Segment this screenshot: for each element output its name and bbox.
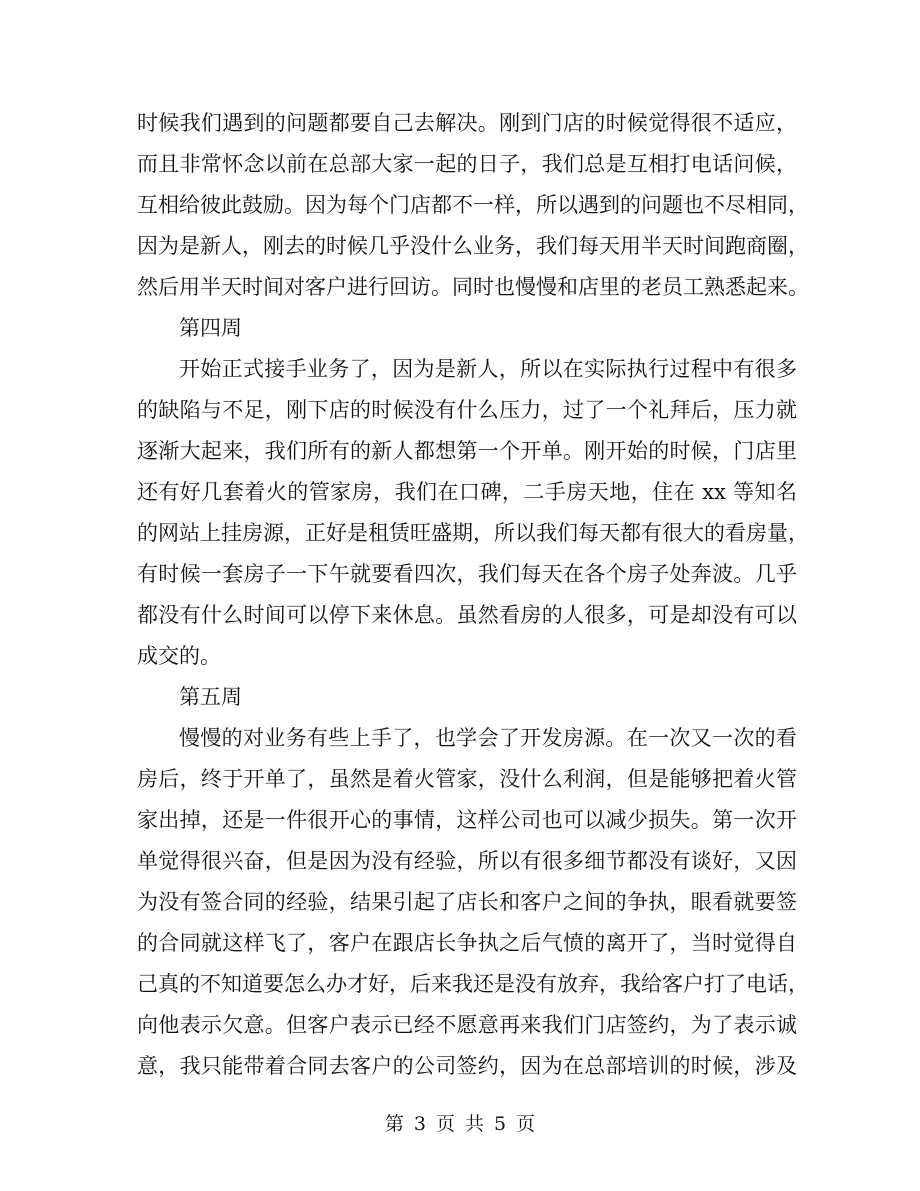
text-line: 的合同就这样飞了，客户在跟店长争执之后气愤的离开了，当时觉得自 <box>137 931 797 955</box>
text-line: 因为是新人，刚去的时候几乎没什么业务，我们每天用半天时间跑商圈， <box>137 234 809 258</box>
text-line: 有时候一套房子一下午就要看四次，我们每天在各个房子处奔波。几乎 <box>137 562 797 586</box>
text-line: 为没有签合同的经验，结果引起了店长和客户之间的争执，眼看就要签 <box>137 890 797 914</box>
text-line: 向他表示欠意。但客户表示已经不愿意再来我们门店签约，为了表示诚 <box>137 1013 797 1037</box>
text-line: 然后用半天时间对客户进行回访。同时也慢慢和店里的老员工熟悉起来。 <box>137 275 809 299</box>
text-line: 的网站上挂房源，正好是租赁旺盛期，所以我们每天都有很大的看房量， <box>137 521 809 545</box>
text-line: 还有好几套着火的管家房，我们在口碑，二手房天地，住在 xx 等知名 <box>137 480 797 504</box>
text-line: 互相给彼此鼓励。因为每个门店都不一样，所以遇到的问题也不尽相同， <box>137 193 809 217</box>
text-line: 家出掉，还是一件很开心的事情，这样公司也可以减少损失。第一次开 <box>137 808 797 832</box>
text-line: 而且非常怀念以前在总部大家一起的日子，我们总是互相打电话问候， <box>137 152 797 176</box>
section-heading-week-5: 第五周 <box>179 685 242 709</box>
text-line: 单觉得很兴奋，但是因为没有经验，所以有很多细节都没有谈好，又因 <box>137 849 797 873</box>
text-line: 房后，终于开单了，虽然是着火管家，没什么利润，但是能够把着火管 <box>137 767 797 791</box>
page-number-footer: 第 3 页 共 5 页 <box>384 1113 536 1135</box>
text-line: 成交的。 <box>137 644 221 668</box>
text-line: 意，我只能带着合同去客户的公司签约，因为在总部培训的时候，涉及 <box>137 1054 797 1078</box>
paragraph-first-line: 开始正式接手业务了，因为是新人，所以在实际执行过程中有很多 <box>179 357 797 381</box>
text-line: 都没有什么时间可以停下来休息。虽然看房的人很多，可是却没有可以 <box>137 603 797 627</box>
section-heading-week-4: 第四周 <box>179 316 242 340</box>
text-line: 逐渐大起来，我们所有的新人都想第一个开单。刚开始的时候，门店里 <box>137 439 797 463</box>
text-line: 己真的不知道要怎么办才好，后来我还是没有放弃，我给客户打了电话， <box>137 972 809 996</box>
text-line: 的缺陷与不足，刚下店的时候没有什么压力，过了一个礼拜后，压力就 <box>137 398 797 422</box>
text-line: 时候我们遇到的问题都要自己去解决。刚到门店的时候觉得很不适应， <box>137 111 797 135</box>
paragraph-first-line: 慢慢的对业务有些上手了，也学会了开发房源。在一次又一次的看 <box>179 726 797 750</box>
